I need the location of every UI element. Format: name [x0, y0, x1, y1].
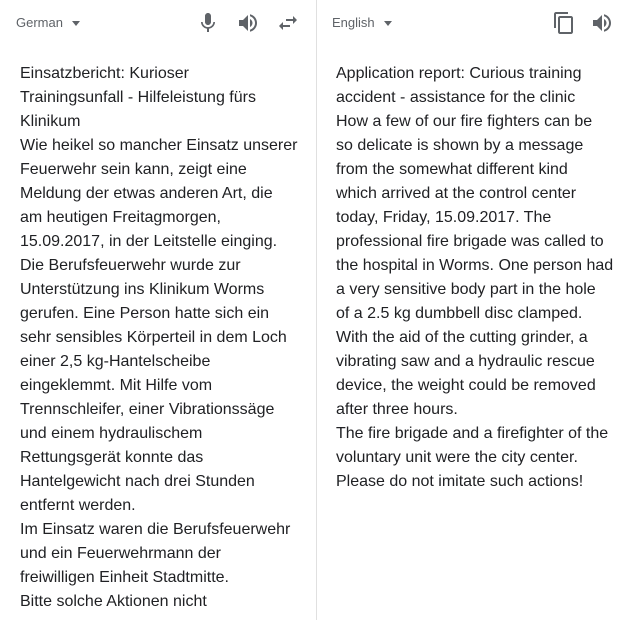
microphone-icon[interactable]: [196, 11, 220, 35]
text-line: sehr sensibles Körperteil in dem Loch: [20, 329, 287, 346]
text-line: Unterstützung ins Klinikum Worms: [20, 281, 265, 298]
copy-icon[interactable]: [552, 11, 576, 35]
target-pane: [317, 0, 618, 620]
source-language-select[interactable]: [16, 15, 80, 30]
text-line: Einsatzbericht: Kurioser: [20, 65, 189, 82]
text-line: Bitte solche Aktionen nicht: [20, 593, 207, 610]
target-language-select[interactable]: [332, 15, 392, 30]
text-line: und ein Feuerwehrmann der: [20, 545, 222, 562]
target-toolbar: [317, 0, 618, 48]
text-line: How a few of our fire fighters can be: [336, 113, 593, 130]
text-line: Trainingsunfall - Hilfeleistung fürs: [20, 89, 256, 106]
source-toolbar: [0, 0, 316, 48]
target-language-label: English: [332, 15, 375, 30]
text-line: 15.09.2017, in der Leitstelle einging.: [20, 233, 278, 250]
text-line: Trennschleifer, einer Vibrationssäge: [20, 401, 275, 418]
text-line: after three hours.: [336, 401, 458, 418]
text-line: Meldung der etwas anderen Art, die: [20, 185, 273, 202]
text-line: Die Berufsfeuerwehr wurde zur: [20, 257, 241, 274]
text-line: so delicate is shown by a message: [336, 137, 584, 154]
translated-text: [336, 62, 618, 494]
text-line: of a 2.5 kg dumbbell disc clamped.: [336, 305, 583, 322]
swap-languages-icon[interactable]: [276, 11, 300, 35]
source-text[interactable]: [20, 62, 306, 614]
text-line: am heutigen Freitagmorgen,: [20, 209, 221, 226]
text-line: accident - assistance for the clinic: [336, 89, 576, 106]
text-line: Please do not imitate such actions!: [336, 473, 584, 490]
text-line: voluntary unit were the city center.: [336, 449, 578, 466]
text-line: Feuerwehr sein kann, zeigt eine: [20, 161, 247, 178]
text-line: The fire brigade and a firefighter of the: [336, 425, 609, 442]
text-line: gerufen. Eine Person hatte sich ein: [20, 305, 270, 322]
text-line: vibrating saw and a hydraulic rescue: [336, 353, 595, 370]
text-line: which arrived at the control center: [336, 185, 577, 202]
text-line: Klinikum: [20, 113, 81, 130]
text-line: Hantelgewicht nach drei Stunden: [20, 473, 255, 490]
text-line: the hospital in Worms. One person had: [336, 257, 614, 274]
text-line: und einem hydraulischem: [20, 425, 203, 442]
text-line: einer 2,5 kg-Hantelscheibe: [20, 353, 211, 370]
text-line: device, the weight could be removed: [336, 377, 596, 394]
text-line: entfernt werden.: [20, 497, 136, 514]
text-line: Wie heikel so mancher Einsatz unserer: [20, 137, 298, 154]
text-line: eingeklemmt. Mit Hilfe vom: [20, 377, 213, 394]
source-language-label: German: [16, 15, 63, 30]
text-line: a very sensitive body part in the hole: [336, 281, 596, 298]
text-line: With the aid of the cutting grinder, a: [336, 329, 588, 346]
text-line: Im Einsatz waren die Berufsfeuerwehr: [20, 521, 291, 538]
chevron-down-icon: [72, 21, 80, 26]
chevron-down-icon: [384, 21, 392, 26]
text-line: today, Friday, 15.09.2017. The: [336, 209, 552, 226]
text-line: freiwilligen Einheit Stadtmitte.: [20, 569, 229, 586]
speaker-icon[interactable]: [590, 11, 614, 35]
text-line: Application report: Curious training: [336, 65, 582, 82]
text-line: professional fire brigade was called to: [336, 233, 604, 250]
text-line: Rettungsgerät konnte das: [20, 449, 204, 466]
speaker-icon[interactable]: [236, 11, 260, 35]
text-line: from the somewhat different kind: [336, 161, 568, 178]
